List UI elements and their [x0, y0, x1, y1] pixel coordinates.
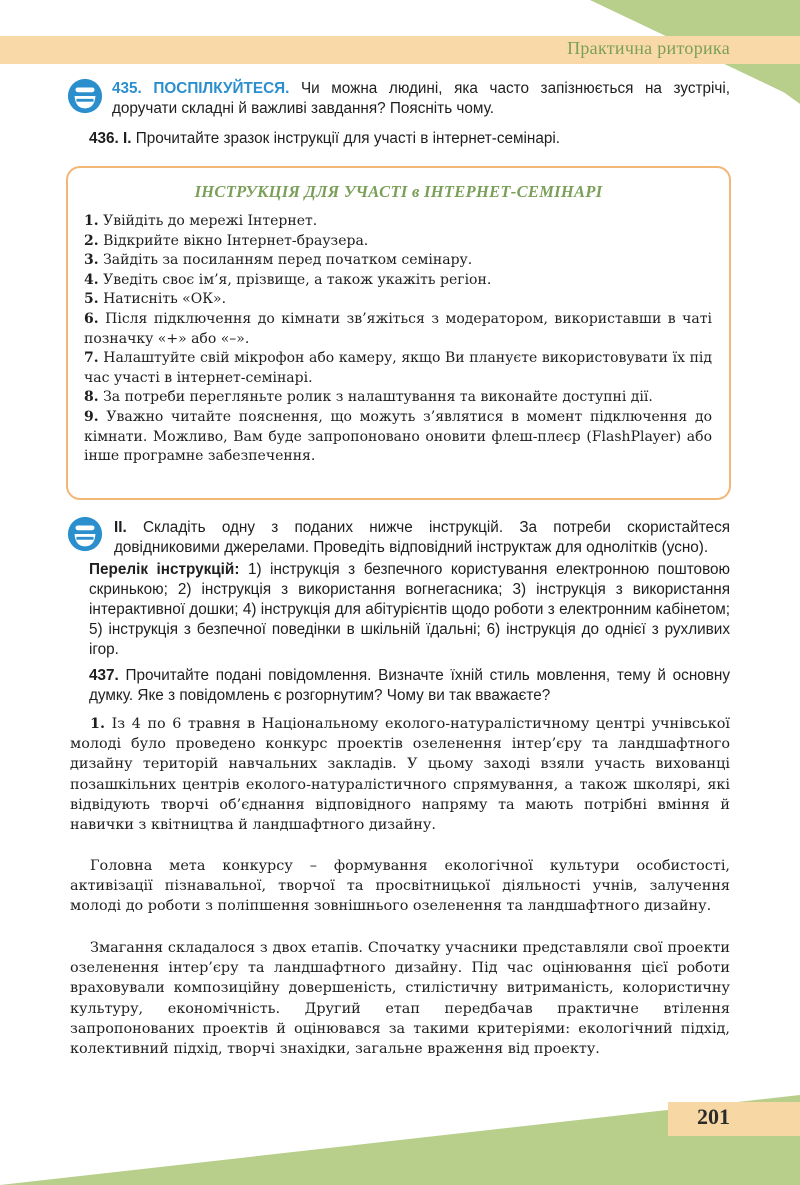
task-437-text: Прочитайте подані повідомлення. Визначте їхній стиль мовлення, тему й основну думку. Яке з повідомлень є розгорнутим? Чому ви так вважаєте?	[89, 667, 730, 704]
instruction-topics	[89, 560, 730, 660]
task-435-lead: ПОСПІЛКУЙТЕСЯ.	[153, 80, 290, 97]
task-436-text: Прочитайте зразок інструкції для участі в інтернет-семінарі.	[135, 130, 561, 147]
task-436-part2-number: II.	[114, 519, 127, 536]
instruction-box-title: ІНСТРУКЦІЯ ДЛЯ УЧАСТІ в ІНТЕРНЕТ-СЕМІНАРІ	[194, 182, 603, 201]
running-header: Практична риторика	[567, 38, 730, 58]
task-435-text: Чи можна людині, яка часто запізнюється на зустрічі, доручати складні й важливі завдання? Поясніть чому.	[112, 80, 731, 117]
task-436-number: 436. I.	[89, 130, 132, 147]
list-item: 8. За потреби перегляньте ролик з налаштування та виконайте доступні дії.	[84, 389, 653, 406]
task-436-part2-text: Складіть одну з поданих нижче інструкцій. За потреби скористайтеся довідниковими джерелами. Проведіть відповідний інструктаж для однолітків (усно).	[114, 519, 730, 556]
task-437-number: 437.	[89, 667, 119, 684]
list-item: 5. Натисніть «ОК».	[84, 291, 227, 308]
message-1-paragraph-3: Змагання складалося з двох етапів. Спочатку учасники представляли свої проекти озеленення інтер’єру та ландшафтного дизайну. Під час оцінювання цієї роботи враховували композиційну довершеність, стилістичну витриманість, колористичну культуру, економічність. Другий етап передбачав практичне втілення запропонованих проектів й оцінювався за такими критеріями: екологічний підхід, колективний підхід, творчі знахідки, загальне враження від проекту.	[70, 940, 730, 1058]
list-item: 3. Зайдіть за посиланням перед початком семінару.	[84, 252, 473, 269]
list-item: 7. Налаштуйте свій мікрофон або камеру, якщо Ви плануєте використовувати їх під час участі в інтернет-семінарі.	[84, 350, 713, 386]
task-435-number: 435.	[112, 80, 142, 97]
page-number-box	[668, 1102, 800, 1136]
instruction-topics-label: Перелік інструкцій:	[89, 561, 240, 578]
instruction-box	[66, 166, 731, 500]
task-435	[112, 79, 730, 119]
task-436-part2	[114, 518, 730, 558]
message-1-paragraph-2: Головна мета конкурсу – формування екологічної культури особистості, активізації пізнавальної, творчої та просвітницької діяльності учнів, залучення молоді до роботи з поліпшення зовнішнього озеленення та ландшафтного дизайну.	[70, 858, 730, 915]
message-1-number: 1.	[90, 715, 106, 732]
task-436	[89, 129, 729, 149]
list-item: 6. Після підключення до кімнати зв’яжіться з модератором, використавши в чаті позначку «+» або «–».	[84, 310, 713, 347]
instruction-list	[84, 212, 712, 467]
message-1-text: Із 4 по 6 травня в Національному еколого-натуралістичному центрі учнівської молоді було проведено конкурс проектів озеленення інтер’єру та ландшафтного дизайну територій навчальних закладів. У цьому заході взяли участь вихованці позашкільних центрів еколого-натуралістичного спрямування, а також школярі, які відвідують творчі об’єднання відповідного напряму та мають потрібні вміння й навички з квітництва й ландшафтного дизайну.	[70, 716, 730, 834]
message-1-paragraph-1	[70, 714, 730, 835]
page-number: 201	[697, 1104, 730, 1129]
list-item: 9. Уважно читайте пояснення, що можуть з’являтися в момент підключення до кімнати. Можливо, Вам буде запропоновано оновити флеш-плеєр (FlashPlayer) або інше програмне забезпечення.	[84, 408, 713, 465]
list-item: 1. Увійдіть до мережі Інтернет.	[84, 213, 318, 229]
task-437	[89, 666, 730, 706]
speaking-face-icon	[66, 77, 104, 115]
list-item: 4. Уведіть своє ім’я, прізвище, а також укажіть регіон.	[84, 271, 492, 288]
decor-right-triangle	[745, 64, 800, 104]
list-item: 2. Відкрийте вікно Інтернет-браузера.	[84, 232, 369, 249]
instruction-topics-text: 1) інструкція з безпечного користування електронною поштовою скринькою; 2) інструкція з використання вогнегасника; 3) інструкція з використання інтерактивної дошки; 4) інструкція для абітурієнтів щодо роботи з електронним кабінетом; 5) інструкція з безпечної поведінки в шкільній їдальні; 6) інструкція до однієї з рухливих ігор.	[89, 561, 731, 658]
speaking-face-icon	[66, 515, 104, 553]
